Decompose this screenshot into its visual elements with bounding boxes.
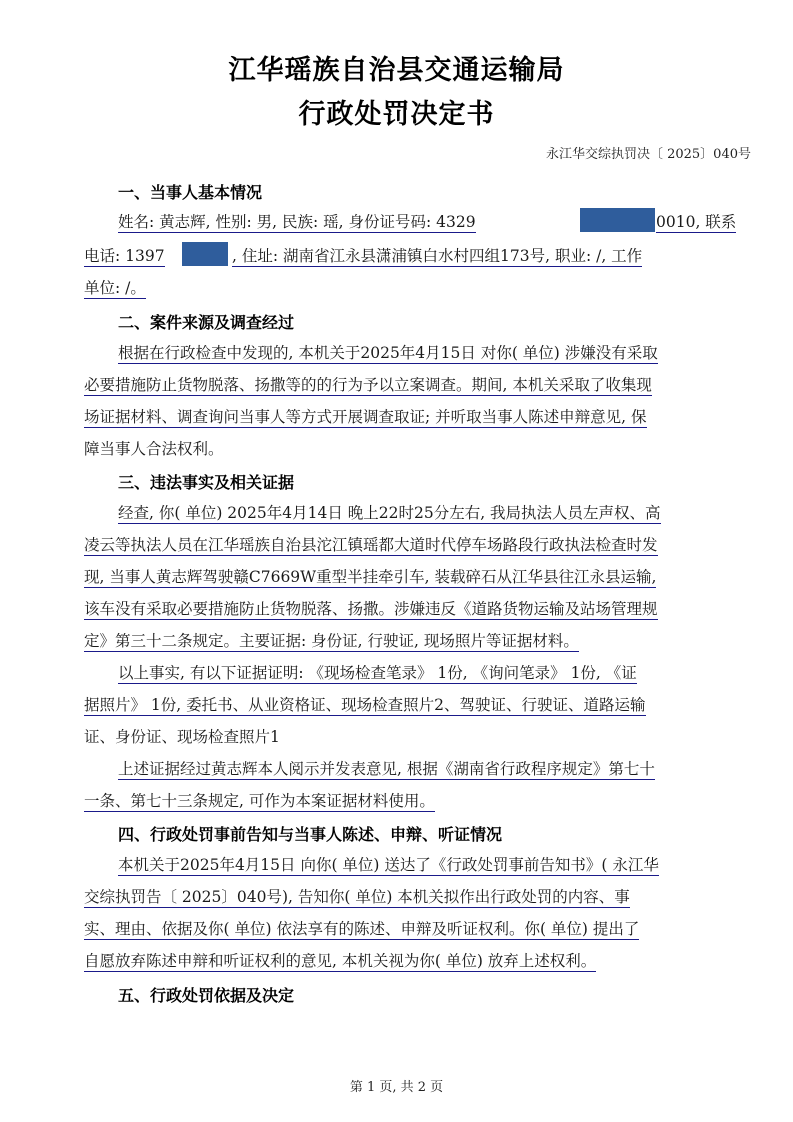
party-info-line-2b xyxy=(232,244,642,266)
evidence-text: 上述证据经过黄志辉本人阅示并发表意见, 根据《湖南省行政程序规定》第七十 xyxy=(118,760,655,778)
evidence-line xyxy=(84,725,280,747)
document-title-agency: 江华瑶族自治县交通运输局 xyxy=(228,55,565,86)
evidence-line xyxy=(118,757,655,779)
notice-line xyxy=(118,853,659,875)
facts-text: 定》第三十二条规定。主要证据: 身份证, 行驶证, 现场照片等证据材料。 xyxy=(84,632,579,650)
evidence-line xyxy=(84,789,435,811)
case-source-line xyxy=(84,373,652,395)
evidence-text: 据照片》 1份, 委托书、从业资格证、现场检查照片2、驾驶证、行驶证、道路运输 xyxy=(84,696,646,714)
section-heading-case-source: 二、案件来源及调查经过 xyxy=(118,313,295,332)
redaction-block xyxy=(580,208,655,232)
notice-text: 自愿放弃陈述申辩和听证权利的意见, 本机关视为你( 单位) 放弃上述权利。 xyxy=(84,952,597,970)
redaction-block xyxy=(182,242,228,266)
evidence-line xyxy=(118,661,637,683)
section-heading-penalty-basis: 五、行政处罚依据及决定 xyxy=(118,986,295,1005)
case-source-text: 场证据材料、调查询问当事人等方式开展调查取证; 并听取当事人陈述申辩意见, 保 xyxy=(84,408,647,426)
facts-line xyxy=(84,565,656,587)
document-number: 永江华交综执罚决〔 2025〕040号 xyxy=(545,147,751,162)
facts-line xyxy=(84,597,658,619)
facts-line xyxy=(84,629,579,651)
notice-text: 实、理由、依据及你( 单位) 依法享有的陈述、申辩及听证权利。你( 单位) 提出了 xyxy=(84,920,640,938)
facts-line xyxy=(118,501,661,523)
case-source-text: 必要措施防止货物脱落、扬撒等的的行为予以立案调查。期间, 本机关采取了收集现 xyxy=(84,376,652,394)
party-info-text: 电话: 1397 xyxy=(84,247,165,265)
party-info-line-3 xyxy=(84,276,146,298)
facts-text: 该车没有采取必要措施防止货物脱落、扬撒。涉嫌违反《道路货物运输及站场管理规 xyxy=(84,600,658,618)
party-info-text: , 住址: 湖南省江永县潇浦镇白水村四组173号, 职业: /, 工作 xyxy=(232,247,643,265)
notice-text: 本机关于2025年4月15日 向你( 单位) 送达了《行政处罚事前告知书》( 永江华 xyxy=(118,856,659,874)
section-heading-party-info: 一、当事人基本情况 xyxy=(118,183,263,202)
case-source-text: 根据在行政检查中发现的, 本机关于2025年4月15日 对你( 单位) 涉嫌没有采取 xyxy=(118,344,658,362)
party-info-line-1b xyxy=(656,210,736,232)
case-source-line xyxy=(118,341,658,363)
facts-text: 现, 当事人黄志辉驾驶赣C7669W重型半挂牵引车, 装载碎石从江华县往江永县运输, xyxy=(84,568,657,586)
party-info-text: 姓名: 黄志辉, 性别: 男, 民族: 瑶, 身份证号码: 4329 xyxy=(118,213,476,231)
facts-text: 凌云等执法人员在江华瑶族自治县沱江镇瑶都大道时代停车场路段行政执法检查时发 xyxy=(84,536,658,554)
section-heading-prior-notice: 四、行政处罚事前告知与当事人陈述、申辩、听证情况 xyxy=(118,825,503,844)
notice-line xyxy=(84,885,630,907)
facts-line xyxy=(84,533,658,555)
party-info-line-1a xyxy=(118,210,476,232)
notice-line xyxy=(84,917,639,939)
document-title-type: 行政处罚决定书 xyxy=(298,99,495,130)
notice-text: 交综执罚告〔 2025〕040号), 告知你( 单位) 本机关拟作出行政处罚的内容、事 xyxy=(84,888,630,906)
notice-line xyxy=(84,949,596,971)
party-info-line-2a xyxy=(84,244,165,266)
case-source-line xyxy=(84,437,224,459)
case-source-text: 障当事人合法权利。 xyxy=(84,440,224,458)
party-info-text: 0010, 联系 xyxy=(656,213,737,231)
section-heading-facts-evidence: 三、违法事实及相关证据 xyxy=(118,473,295,492)
page-number-footer: 第 1 页, 共 2 页 xyxy=(349,1080,444,1095)
evidence-text: 以上事实, 有以下证据证明: 《现场检查笔录》 1份, 《询问笔录》 1份, 《证 xyxy=(118,664,637,682)
evidence-text: 证、身份证、现场检查照片1 xyxy=(84,728,280,746)
case-source-line xyxy=(84,405,647,427)
facts-text: 经查, 你( 单位) 2025年4月14日 晚上22时25分左右, 我局执法人员左声权、高 xyxy=(118,504,661,522)
evidence-text: 一条、第七十三条规定, 可作为本案证据材料使用。 xyxy=(84,792,435,810)
party-info-text: 单位: /。 xyxy=(84,279,146,297)
evidence-line xyxy=(84,693,646,715)
